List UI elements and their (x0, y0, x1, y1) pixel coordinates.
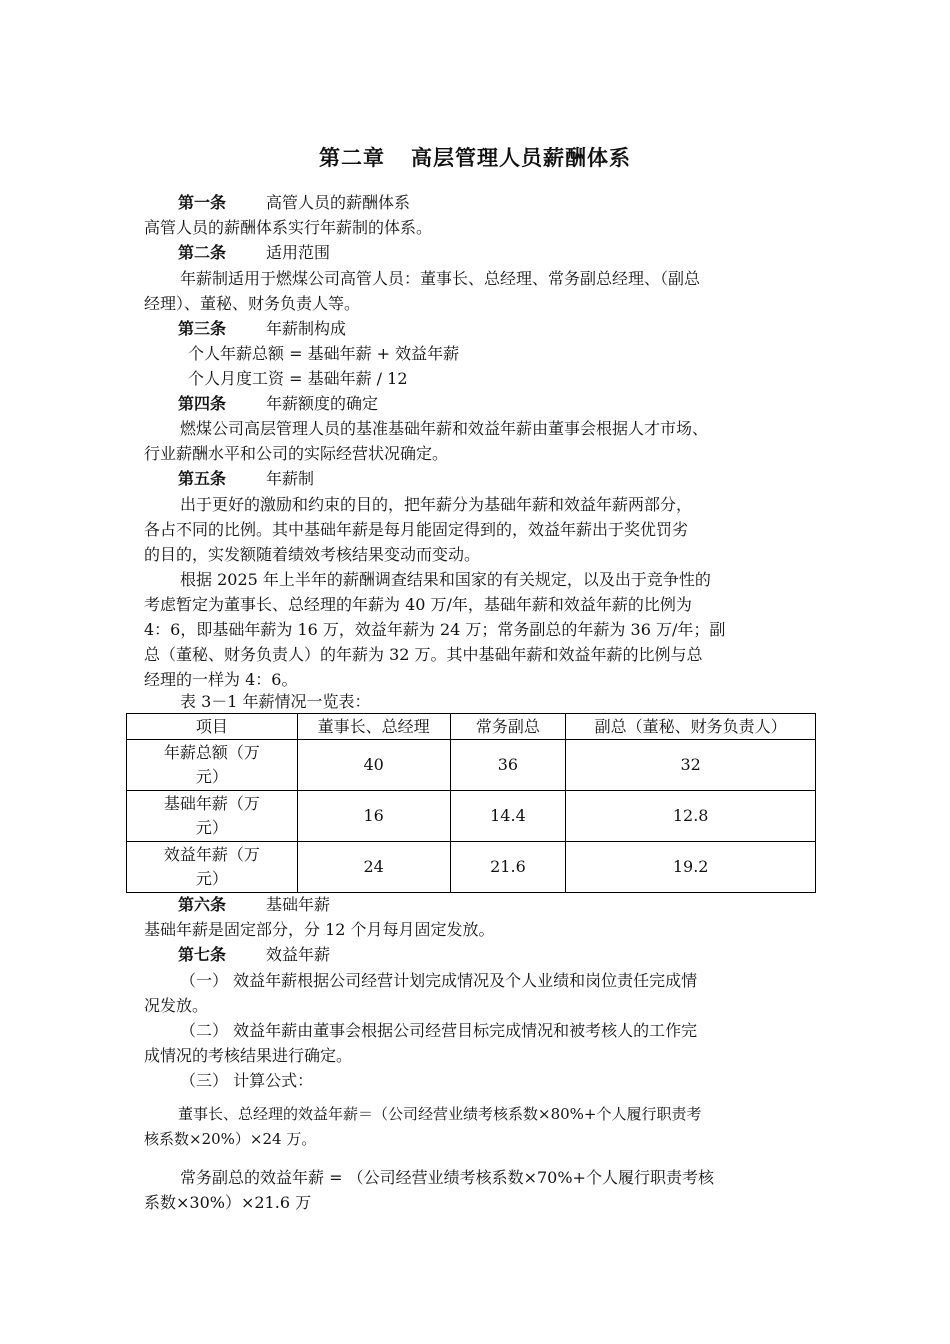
article-2-text-line: 年薪制适用于燃煤公司高管人员：董事长、总经理、常务副总经理、（副总 (180, 269, 701, 288)
formula-chairman-bonus-line: 董事长、总经理的效益年薪＝（公司经营业绩考核系数×80%+个人履行职责考 (178, 1105, 702, 1123)
article-1-text: 高管人员的薪酬体系实行年薪制的体系。 (144, 218, 433, 237)
chapter-name: 高层管理人员薪酬体系 (411, 146, 631, 170)
article-label: 第四条 (178, 394, 227, 413)
table-cell: 12.8 (566, 791, 816, 842)
formula-annual-salary: 个人年薪总额 = 基础年薪 + 效益年薪 (188, 344, 460, 363)
table-caption: 表 3－1 年薪情况一览表： (180, 692, 371, 711)
article-5-p1-line: 出于更好的激励和约束的目的，把年薪分为基础年薪和效益年薪两部分， (180, 495, 693, 514)
article-7-item-line: 成情况的考核结果进行确定。 (144, 1046, 353, 1065)
article-3-heading (178, 316, 868, 341)
article-title: 适用范围 (266, 243, 331, 262)
formula-monthly-salary: 个人月度工资 = 基础年薪 / 12 (188, 369, 408, 388)
row-label-line: 基础年薪（万 (163, 794, 260, 813)
article-1-heading (178, 190, 868, 215)
table-cell: 14.4 (450, 791, 566, 842)
article-7-item-line: （一） 效益年薪根据公司经营计划完成情况及个人业绩和岗位责任完成情 (180, 971, 698, 990)
article-4-text-line: 行业薪酬水平和公司的实际经营状况确定。 (144, 444, 449, 463)
row-label-line: 元） (195, 818, 228, 837)
article-6-text: 基础年薪是固定部分，分 12 个月每月固定发放。 (144, 920, 495, 939)
table-cell: 36 (450, 740, 566, 791)
table-cell: 40 (297, 740, 450, 791)
table-header-cell: 项目 (127, 714, 298, 740)
table-cell: 24 (297, 842, 450, 893)
table-header-cell: 董事长、总经理 (297, 714, 450, 740)
article-5-p2-line: 根据 2025 年上半年的薪酬调查结果和国家的有关规定，以及出于竞争性的 (180, 570, 711, 589)
formula-vp-bonus-line: 系数×30%）×21.6 万 (144, 1193, 312, 1212)
article-5-p2-line: 总（董秘、财务负责人）的年薪为 32 万。其中基础年薪和效益年薪的比例与总 (144, 645, 703, 664)
table-row-label (127, 791, 298, 842)
article-7-item-line: 况发放。 (144, 996, 209, 1015)
row-label-line: 元） (195, 767, 228, 786)
table-row (127, 740, 816, 791)
formula-chairman-bonus-line: 核系数×20%）×24 万。 (144, 1130, 317, 1148)
row-label-line: 效益年薪（万 (163, 845, 260, 864)
article-title: 年薪额度的确定 (266, 394, 379, 413)
article-label: 第五条 (178, 469, 227, 488)
table-cell: 19.2 (566, 842, 816, 893)
table-header-cell: 常务副总 (450, 714, 566, 740)
article-2-text-line: 经理）、董秘、财务负责人等。 (144, 294, 361, 313)
formula-vp-bonus-line: 常务副总的效益年薪 = （公司经营业绩考核系数×70%+个人履行职责考核 (180, 1168, 714, 1187)
table-cell: 21.6 (450, 842, 566, 893)
article-label: 第二条 (178, 243, 227, 262)
table-header-cell: 副总（董秘、财务负责人） (566, 714, 816, 740)
article-7-item-line: （二） 效益年薪由董事会根据公司经营目标完成情况和被考核人的工作完 (180, 1021, 698, 1040)
article-5-p2-line: 考虑暂定为董事长、总经理的年薪为 40 万/年，基础年薪和效益年薪的比例为 (144, 595, 692, 614)
table-cell: 16 (297, 791, 450, 842)
table-row-label (127, 740, 298, 791)
article-title: 效益年薪 (266, 945, 331, 964)
article-label: 第六条 (178, 895, 227, 914)
article-title: 年薪制构成 (266, 319, 347, 338)
article-5-p2-line: 4：6，即基础年薪为 16 万，效益年薪为 24 万；常务副总的年薪为 36 万/年；副 (144, 620, 726, 639)
article-title: 年薪制 (266, 469, 315, 488)
article-title: 高管人员的薪酬体系 (266, 193, 411, 212)
article-5-p2-line: 经理的一样为 4：6。 (144, 670, 298, 689)
article-5-heading (178, 466, 868, 491)
article-title: 基础年薪 (266, 895, 331, 914)
table-row (127, 842, 816, 893)
article-7-heading (178, 942, 868, 967)
table-cell: 32 (566, 740, 816, 791)
chapter-number: 第二章 (319, 146, 385, 170)
table-header-row (127, 714, 816, 740)
article-5-p1-line: 的目的，实发额随着绩效考核结果变动而变动。 (144, 545, 481, 564)
article-4-heading (178, 391, 868, 416)
article-label: 第一条 (178, 193, 227, 212)
article-2-heading (178, 240, 868, 265)
article-7-item-line: （三） 计算公式： (180, 1071, 314, 1090)
article-5-p1-line: 各占不同的比例。其中基础年薪是每月能固定得到的，效益年薪出于奖优罚劣 (144, 520, 689, 539)
article-6-heading (178, 892, 868, 917)
article-4-text-line: 燃煤公司高层管理人员的基准基础年薪和效益年薪由董事会根据人才市场、 (180, 419, 709, 438)
row-label-line: 元） (195, 869, 228, 888)
table-row (127, 791, 816, 842)
table-row-label (127, 842, 298, 893)
article-label: 第三条 (178, 319, 227, 338)
row-label-line: 年薪总额（万 (163, 743, 260, 762)
article-label: 第七条 (178, 945, 227, 964)
salary-table (126, 713, 816, 893)
chapter-title (0, 142, 950, 172)
